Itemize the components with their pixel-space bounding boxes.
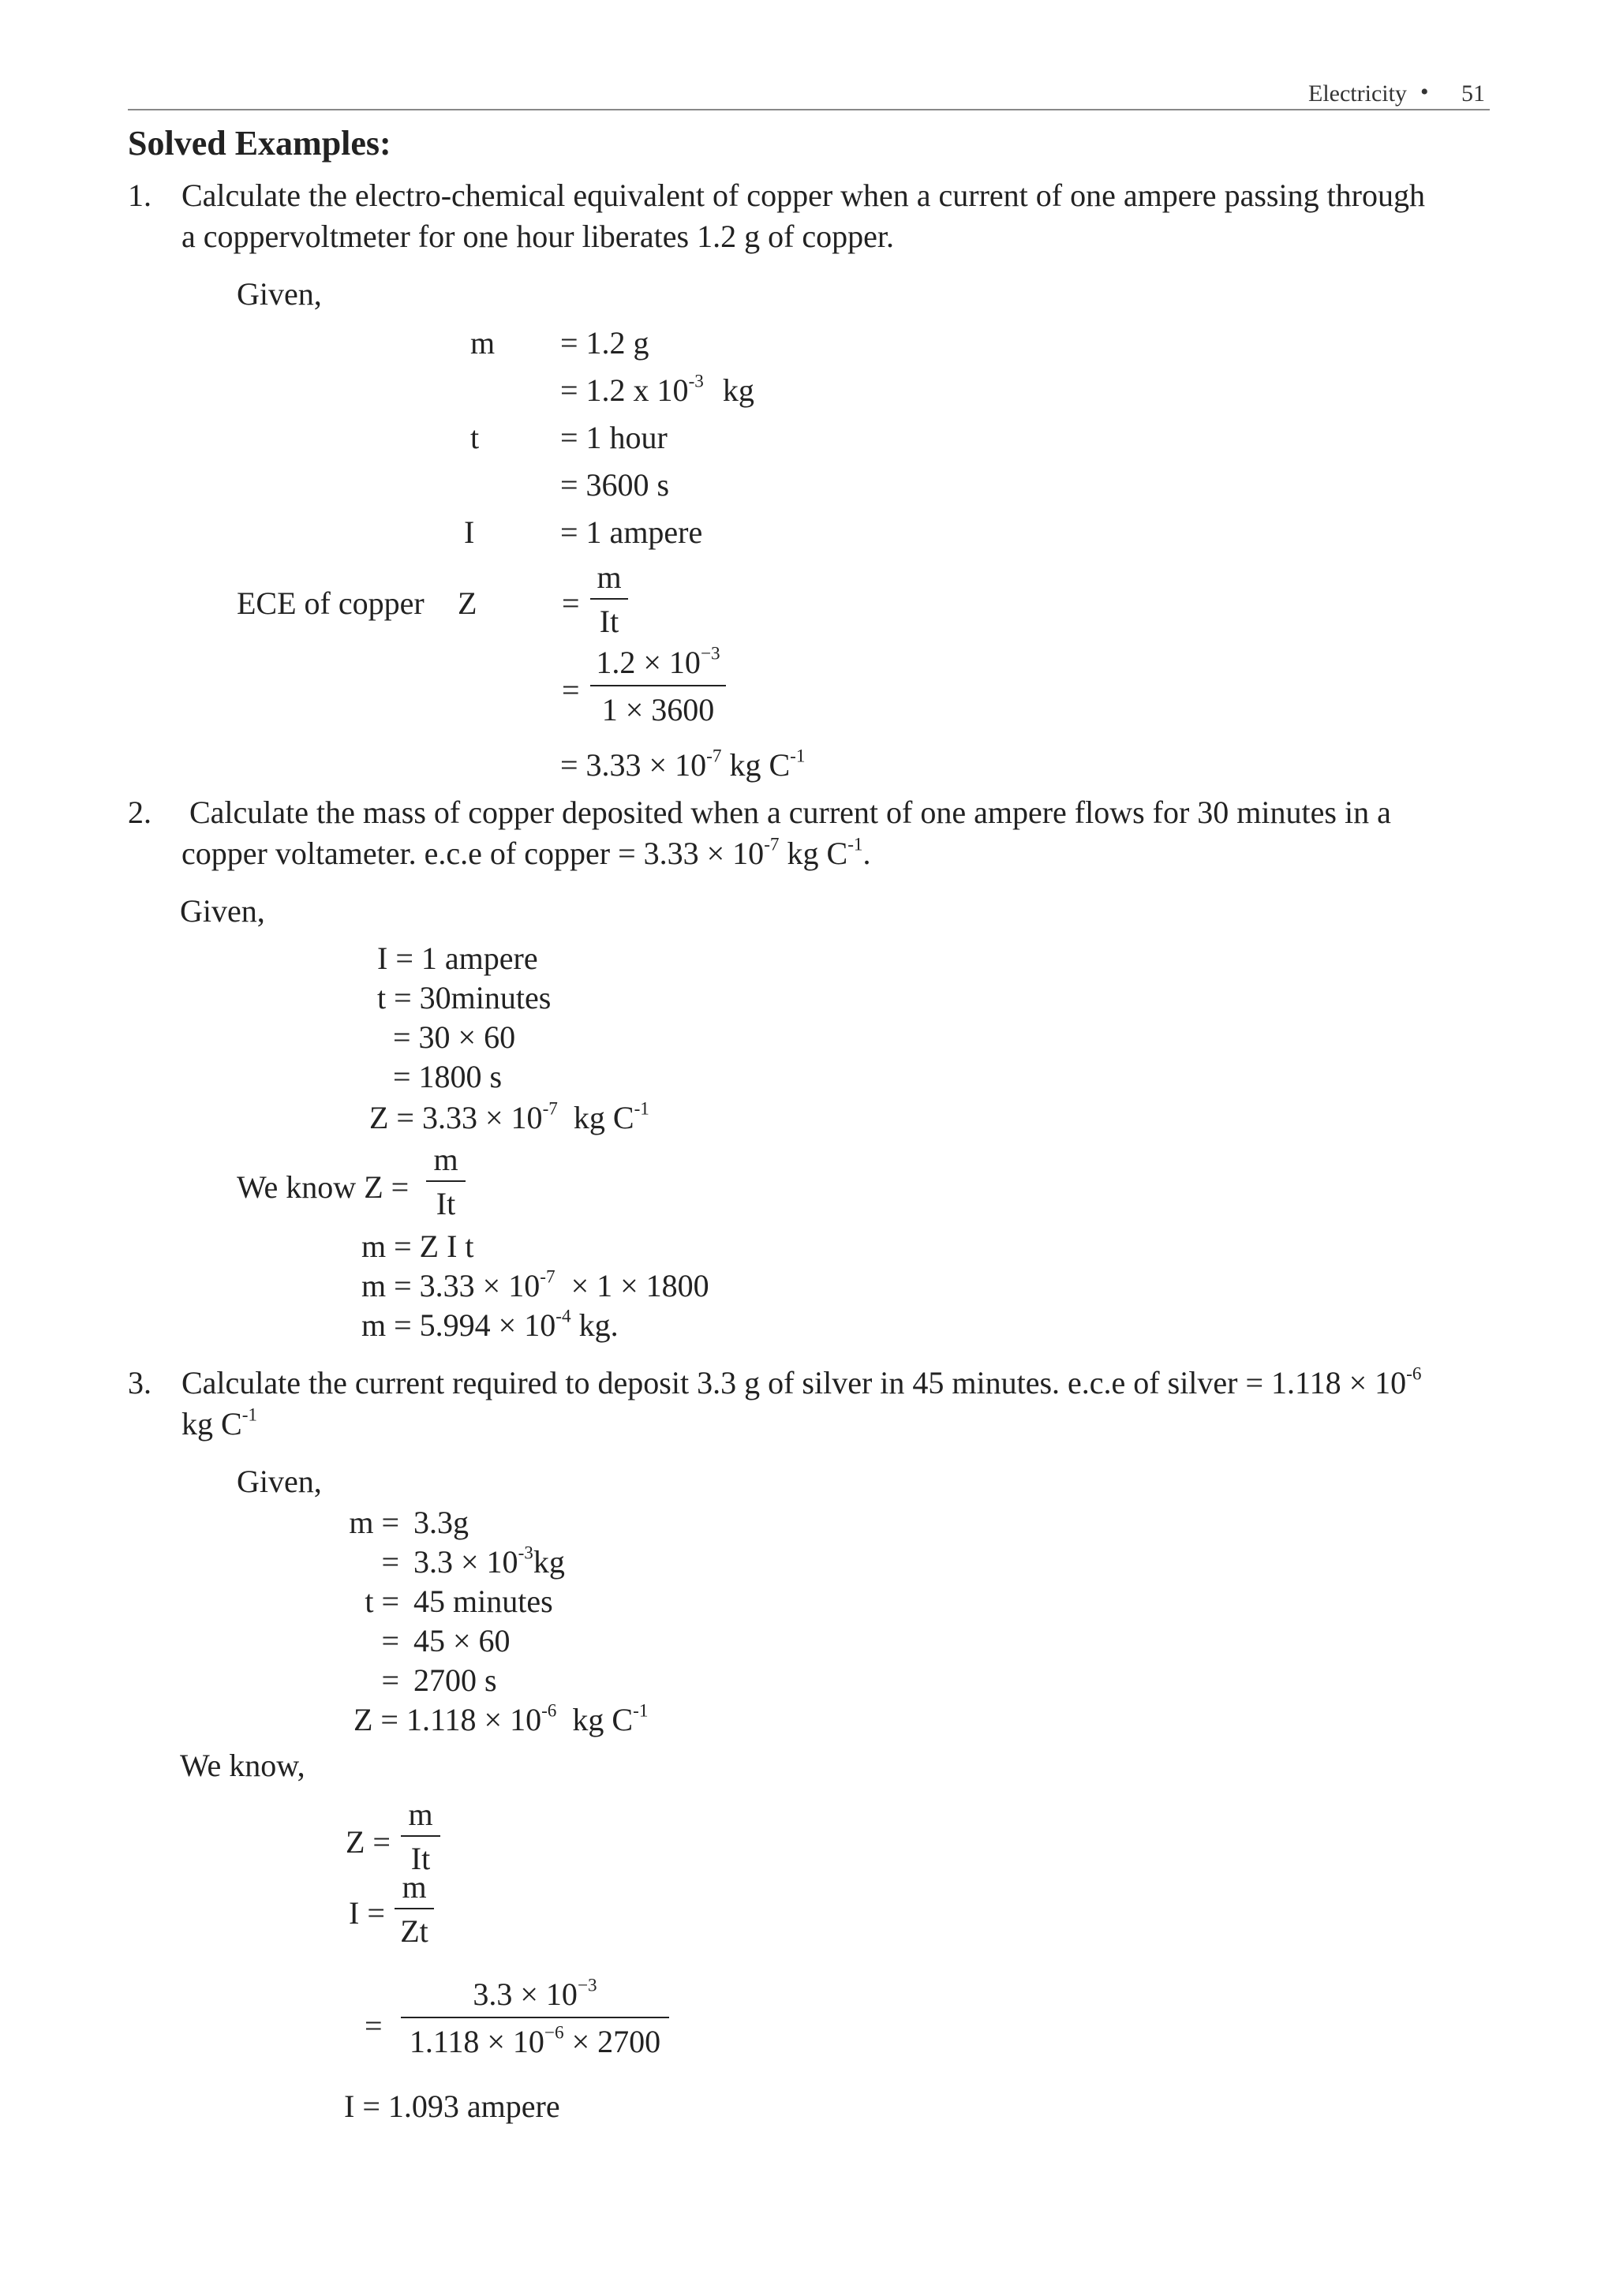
fraction-bar: [590, 685, 726, 686]
fraction-denominator: $1.118 \times 10^{-6} \times 2700$: [409, 2022, 661, 2059]
example-3-answer: I = 1.093 ampere: [344, 2088, 560, 2124]
example-1-formula-fraction: [590, 559, 628, 639]
example-1-ece-label: ECE of copper: [237, 585, 425, 621]
example-3-eq-3: =: [381, 1662, 399, 1698]
example-1-substitution-fraction: [590, 643, 726, 727]
fraction-bar: [401, 1835, 440, 1837]
example-3-ece-value: $Z = 1.118 \times 10^{-6}$ kg $C^{-1}$: [354, 1700, 649, 1737]
example-3-t-label: t =: [365, 1584, 399, 1619]
example-1-result: = $3.33 \times 10^{-7}$ kg $C^{-1}$: [560, 746, 806, 783]
example-3-z-fraction: [401, 1799, 440, 1875]
example-2-question-line-2: copper voltameter. e.c.e of copper = $3.33 \times 10^{-7}$ kg $C^{-1}$.: [181, 834, 871, 871]
example-1-m-value-kg: = 1.2 x $10^{-3}$ kg: [560, 371, 754, 408]
example-1-equals-substitution: =: [562, 672, 580, 708]
fraction-denominator: It: [599, 604, 619, 639]
fraction-denominator: It: [410, 1841, 431, 1876]
example-3-question-line-1: Calculate the current required to deposit 3.3 g of silver in 45 minutes. e.c.e of silver = $1.118 \times 10^{-6}$: [181, 1363, 1422, 1400]
example-1-i-label: I: [464, 514, 475, 550]
example-2-time-calc: = 30 × 60: [393, 1019, 516, 1055]
example-1-t-value: = 1 hour: [560, 420, 668, 455]
example-2-time-seconds: = 1800 s: [393, 1059, 503, 1094]
example-3-eq-1: =: [381, 1544, 399, 1580]
example-1-t-value-seconds: = 3600 s: [560, 467, 670, 503]
fraction-numerator: m: [408, 1797, 433, 1832]
fraction-bar: [426, 1180, 466, 1182]
example-3-m-kg: $3.3 \times 10^{-3}kg$: [413, 1543, 565, 1580]
fraction-numerator: $1.2 \times 10^{-3}$: [596, 643, 720, 680]
example-3-substitution-fraction: [401, 1975, 669, 2059]
example-2-current: I = 1 ampere: [377, 940, 538, 976]
example-2-mass-formula: m = Z I t: [361, 1228, 474, 1264]
page-number: 51: [1461, 80, 1485, 107]
example-1-m-label: m: [470, 325, 496, 361]
example-2-given-label: Given,: [180, 893, 265, 929]
example-2-formula-fraction: [426, 1144, 466, 1220]
example-1-z-label: Z: [458, 585, 477, 621]
header-section: Electricity: [1308, 80, 1407, 107]
example-3-m-label: m =: [349, 1505, 399, 1540]
example-1-question-line-1: Calculate the electro-chemical equivalent of copper when a current of one ampere passing through: [181, 178, 1425, 213]
fraction-numerator: m: [402, 1869, 427, 1905]
fraction-bar: [590, 598, 628, 600]
header-rule: [128, 109, 1490, 110]
fraction-numerator: $3.3 \times 10^{-3}$: [473, 1975, 597, 2012]
example-3-equals-substitution: =: [365, 2008, 383, 2044]
example-1-number: 1.: [128, 178, 152, 213]
example-3-given-label: Given,: [237, 1464, 322, 1499]
fraction-numerator: m: [433, 1142, 458, 1177]
example-2-mass-result: $m = 5.994 \times 10^{-4}$ kg.: [361, 1306, 619, 1343]
example-1-given-label: Given,: [237, 276, 322, 312]
example-3-t-calc: 45 × 60: [413, 1623, 511, 1658]
example-3-number: 3.: [128, 1365, 152, 1400]
fraction-denominator: 1 × 3600: [601, 692, 715, 727]
page-title: Solved Examples:: [128, 124, 391, 163]
example-3-t-value: 45 minutes: [413, 1584, 553, 1619]
example-1-m-value: = 1.2 g: [560, 325, 649, 361]
example-1-i-value: = 1 ampere: [560, 514, 703, 550]
example-2-time: t = 30minutes: [377, 980, 552, 1015]
example-3-i-fraction: [395, 1869, 434, 1949]
fraction-numerator: m: [597, 559, 622, 595]
fraction-denominator: Zt: [400, 1913, 428, 1949]
example-3-eq-2: =: [381, 1623, 399, 1658]
example-2-we-know: We know Z =: [237, 1169, 410, 1205]
example-3-question-line-2: kg $C^{-1}$: [181, 1404, 258, 1442]
example-3-we-know: We know,: [180, 1748, 305, 1783]
example-3-z-label: Z =: [346, 1824, 391, 1860]
example-3-m-value: 3.3g: [413, 1505, 469, 1540]
fraction-denominator: It: [436, 1186, 456, 1221]
header-bullet: •: [1420, 79, 1429, 105]
example-2-ece-value: $Z = 3.33 \times 10^{-7}$ kg $C^{-1}$: [369, 1098, 649, 1135]
example-3-i-label: I =: [349, 1895, 385, 1931]
example-1-question-line-2: a coppervoltmeter for one hour liberates 1.2 g of copper.: [181, 219, 895, 254]
example-2-number: 2.: [128, 795, 152, 830]
example-3-t-seconds: 2700 s: [413, 1662, 497, 1698]
example-2-question-line-1: Calculate the mass of copper deposited when a current of one ampere flows for 30 minutes in a: [189, 795, 1391, 830]
example-1-equals-formula: =: [562, 585, 580, 621]
fraction-bar: [395, 1908, 434, 1909]
fraction-bar: [401, 2017, 669, 2018]
example-1-t-label: t: [470, 420, 480, 455]
example-2-mass-calc: $m = 3.33 \times 10^{-7} \times 1 \times 1800$: [361, 1266, 709, 1303]
